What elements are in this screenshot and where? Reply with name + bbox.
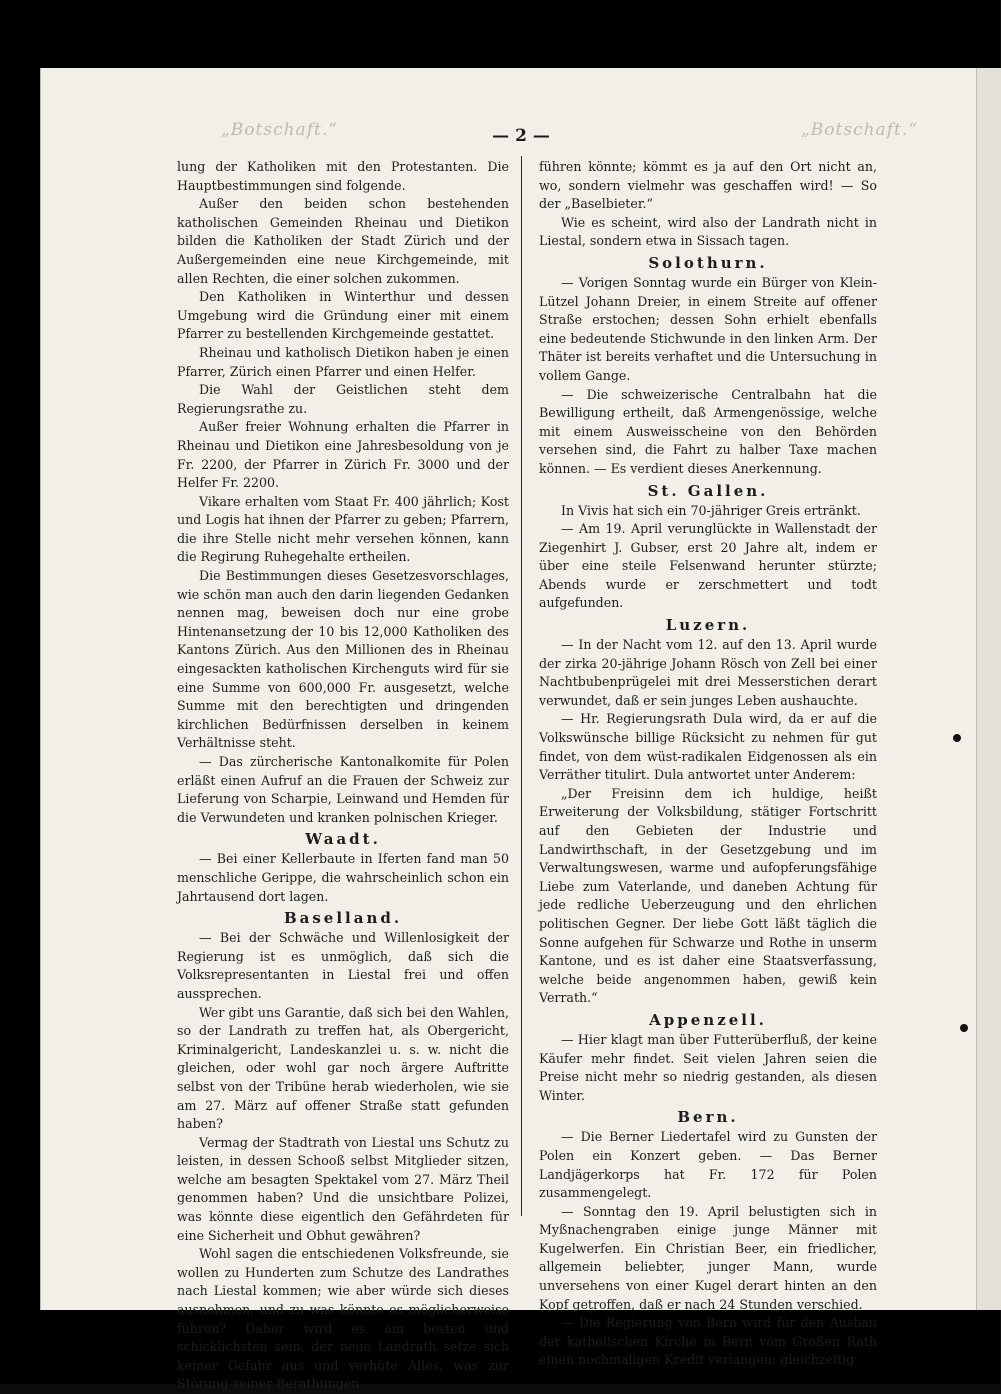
article-paragraph: Wer gibt uns Garantie, daß sich bei den Wahlen, so der Landrath zu treffen hat, als Obergericht, Kriminalgericht, Landeskanzlei u. s. w. nicht die gleichen, oder wohl gar noch ärgere Auftritte selbst von der Tribüne herab wiederholen, wie sie am 27. März auf offener Straße statt gefunden haben? — [177, 1004, 509, 1132]
section-heading: Luzern. — [665, 616, 751, 635]
article-paragraph: — Die Regierung von Bern wird für den Ausbau der katholischen Kirche in Bern vom Großen Rath einen nochmaligen Kredit verlangen; gleichzeitig — [539, 1315, 877, 1368]
article-paragraph: lung der Katholiken mit den Protestanten. Die Hauptbestimmungen sind folgende. — [177, 159, 509, 193]
bleed-through-text-left: „Botschaft.“ — [221, 120, 338, 140]
article-paragraph: In Vivis hat sich ein 70-jähriger Greis ertränkt. — [561, 502, 861, 518]
page-number: — 2 — — [492, 126, 550, 146]
article-paragraph: — Bei einer Kellerbaute in Iferten fand man 50 menschliche Gerippe, die wahrscheinlich schon ein Jahrtausend dort lagen. — [177, 851, 509, 904]
right-column — [539, 158, 877, 1370]
section-heading: St. Gallen. — [647, 481, 769, 500]
article-paragraph: Wohl sagen die entschiedenen Volksfreunde, sie wollen zu Hunderten zum Schutze des Landrathes nach Liestal kommen; wie aber würde sich dieses ausnehmen, und zu was könnte es möglicherweise führen? Daher wird es am besten und schicklichsten sein, der neue Landrath setze sich keiner Gefahr aus und verhüte Alles, was zur Störung seiner Berathungen — [177, 1246, 509, 1392]
article-paragraph: Die Wahl der Geistlichen steht dem Regierungsrathe zu. — [177, 382, 509, 416]
article-paragraph: — Sonntag den 19. April belustigten sich in Myßnachengraben einige junge Männer mit Kugelwerfen. Ein Christian Beer, ein friedlicher, allgemein beliebter, junger Mann, wurde unversehens von einer Kugel derart hinten an den Kopf getroffen, daß er nach 24 Stunden verschied. — [539, 1203, 877, 1312]
article-paragraph: — Die schweizerische Centralbahn hat die Bewilligung ertheilt, daß Armengenössige, welche mit einem Ausweisscheine von den Behörden versehen sind, die Fahrt zu halber Taxe machen können. — Es verdient dieses Anerkennung. — [539, 386, 877, 476]
article-paragraph: — Hr. Regierungsrath Dula wird, da er auf die Volkswünsche billige Rücksicht zu nehmen für gut findet, von dem wüst-radikalen Eidgenossen als ein Verräther titulirt. Dula antwortet unter Anderem: — [539, 711, 877, 783]
article-paragraph: Außer freier Wohnung erhalten die Pfarrer in Rheinau und Dietikon eine Jahresbesoldung von je Fr. 2200, der Pfarrer in Zürich Fr. 3000 und der Helfer Fr. 2200. — [177, 419, 509, 491]
fold-line — [976, 68, 977, 1310]
article-paragraph: Die Bestimmungen dieses Gesetzesvorschlages, wie schön man auch den darin liegenden Gedanken nennen mag, beweisen doch nur eine grobe Hintenansetzung der 10 bis 12,000 Katholiken des Kantons Zürich. Aus den Millionen des in Rheinau eingesackten katholischen Kirchenguts wird für sie eine Summe von 600,000 Fr. ausgesetzt, welche Summe mit den berechtigten und dringenden kirchlichen Bedürfnissen derselben in keinem Verhältnisse steht. — [177, 568, 509, 751]
scan-marker-dot — [953, 734, 961, 742]
article-paragraph: Vermag der Stadtrath von Liestal uns Schutz zu leisten, in dessen Schooß selbst Mitglieder sitzen, welche am besagten Spektakel vom 27. März Theil genommen haben? Und die unsichtbare Polizei, was könnte diese eigentlich den Gefährdeten für eine Sicherheit und Obhut gewähren? — [177, 1134, 509, 1243]
article-paragraph: Den Katholiken in Winterthur und dessen Umgebung wird die Gründung einer mit einem Pfarrer zu bestellenden Kirchgemeinde gestattet. — [177, 289, 509, 342]
bleed-through-text-right: „Botschaft.“ — [801, 120, 918, 140]
article-paragraph: — Bei der Schwäche und Willenlosigkeit der Regierung ist es unmöglich, daß sich die Volksrepresentanten in Liestal frei und offen aussprechen. — [177, 930, 509, 1001]
section-heading: Waadt. — [305, 830, 381, 849]
article-paragraph: — Vorigen Sonntag wurde ein Bürger von Klein-Lützel Johann Dreier, in einem Streite auf offener Straße erstochen; dessen Sohn erhielt ebenfalls eine bedeutende Stichwunde in den linken Arm. Der Thäter ist bereits verhaftet und die Untersuchung in vollem Gange. — [539, 274, 877, 383]
article-paragraph: führen könnte; kömmt es ja auf den Ort nicht an, wo, sondern vielmehr was geschaffen wird! — So der „Baselbieter.“ — [539, 159, 877, 212]
article-paragraph: Wie es scheint, wird also der Landrath nicht in Liestal, sondern etwa in Sissach tagen. — [539, 214, 877, 249]
article-paragraph: „Der Freisinn dem ich huldige, heißt Erweiterung der Volksbildung, stätiger Fortschritt auf den Gebieten der Industrie und Landwirthschaft, in der Gesetzgebung und im Verwaltungswesen, warme und aufopferungsfähige Liebe zum Vaterlande, und daneben Achtung für jede redliche Ueberzeugung und den ehrlichen politischen Gegner. Der liebe Gott läßt täglich die Sonne aufgehen für Schwarze und Rothe in unserm Kantone, und es ist daher eine Staatsverfassung, welche beide angenommen haben, gewiß kein Verrath.“ — [539, 785, 877, 1006]
article-paragraph: Rheinau und katholisch Dietikon haben je einen Pfarrer, Zürich einen Pfarrer und einen Helfer. — [177, 344, 509, 379]
article-paragraph: — Das zürcherische Kantonalkomite für Polen erläßt einen Aufruf an die Frauen der Schweiz zur Lieferung von Scharpie, Leinwand und Hemden für die Verwundeten und kranken polnischen Krieger. — [177, 754, 509, 825]
article-paragraph: — Die Berner Liedertafel wird zu Gunsten der Polen ein Konzert geben. — Das Berner Landjägerkorps hat Fr. 172 für Polen zusammengelegt. — [539, 1129, 877, 1201]
section-heading: Bern. — [677, 1108, 739, 1127]
section-heading: Baselland. — [283, 909, 403, 928]
article-paragraph: Vikare erhalten vom Staat Fr. 400 jährlich; Kost und Logis hat ihnen der Pfarrer zu geben; Pfarrern, die ihre Stelle nicht mehr versehen können, kann die Regirung Ruhegehalte ertheilen. — [177, 493, 509, 565]
section-heading: Solothurn. — [648, 253, 768, 272]
scan-marker-dot — [960, 1024, 968, 1032]
column-divider — [521, 156, 522, 1216]
article-paragraph: Außer den beiden schon bestehenden katholischen Gemeinden Rheinau und Dietikon bilden die Katholiken der Stadt Zürich und der Außergemeinden eine neue Kirchgemeinde, mit allen Rechten, die einer solchen zukommen. — [177, 196, 509, 286]
newspaper-page — [40, 68, 1001, 1392]
section-heading: Appenzell. — [649, 1010, 767, 1029]
next-page-edge — [977, 68, 1001, 1310]
article-paragraph: — Am 19. April verunglückte in Wallenstadt der Ziegenhirt J. Gubser, erst 20 Jahre alt, indem er über eine steile Felsenwand herunter stürzte; Abends wurde er zerschmettert und todt aufgefunden. — [539, 521, 877, 611]
article-paragraph: — In der Nacht vom 12. auf den 13. April wurde der zirka 20-jährige Johann Rösch von Zell bei einer Nachtbubenprügelei mit drei Messerstichen derart verwundet, daß er sein junges Leben aushauchte. — [539, 637, 877, 708]
article-paragraph: — Hier klagt man über Futterüberfluß, der keine Käufer mehr findet. Seit vielen Jahren seien die Preise nicht mehr so niedrig gestanden, als diesen Winter. — [539, 1031, 877, 1103]
left-column — [177, 158, 509, 1394]
